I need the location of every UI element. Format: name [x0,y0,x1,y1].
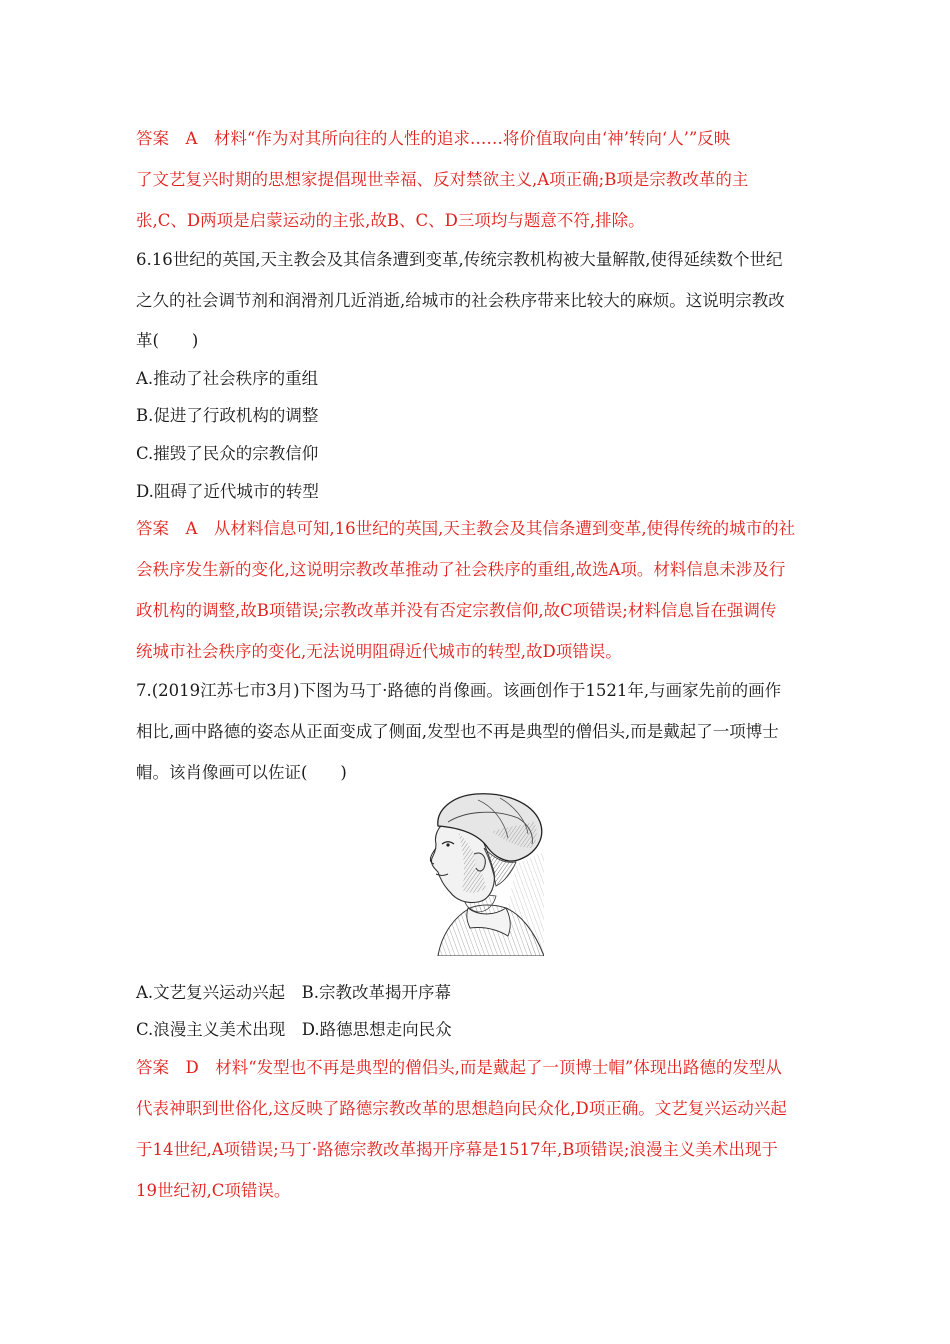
answer5-line-1: 答案 A 材料“作为对其所向往的人性的追求……将价值取向由‘神’转向‘人’”反映 [136,129,731,148]
answer5-line-3: 张,C、D两项是启蒙运动的主张,故B、C、D三项均与题意不符,排除。 [136,211,645,230]
q6-answer-line-2: 会秩序发生新的变化,这说明宗教改革推动了社会秩序的重组,故选A项。材料信息未涉及行 [136,560,786,579]
q7-answer-line-3: 于14世纪,A项错误;马丁·路德宗教改革揭开序幕是1517年,B项错误;浪漫主义美术出现于 [136,1140,778,1159]
q6-answer-line-1: 答案 A 从材料信息可知,16世纪的英国,天主教会及其信条遭到变革,使得传统的城市的社 [136,519,796,538]
q6-stem-line-3: 革( ) [136,331,199,350]
q7-stem-line-1: 7.(2019江苏七市3月)下图为马丁·路德的肖像画。该画创作于1521年,与画家先前的画作 [136,681,782,700]
q7-stem-line-2: 相比,画中路德的姿态从正面变成了侧面,发型也不再是典型的僧侣头,而是戴起了一项博士 [136,722,779,741]
q7-answer-line-1: 答案 D 材料“发型也不再是典型的僧侣头,而是戴起了一顶博士帽”体现出路德的发型从 [136,1058,782,1077]
q6-answer-line-3: 政机构的调整,故B项错误;宗教改革并没有否定宗教信仰,故C项错误;材料信息旨在强调传 [136,601,777,620]
q6-option-c: C.摧毁了民众的宗教信仰 [136,444,319,463]
q6-option-d: D.阻碍了近代城市的转型 [136,482,319,501]
q6-option-b: B.促进了行政机构的调整 [136,406,319,425]
q7-options-line-2: C.浪漫主义美术出现 D.路德思想走向民众 [136,1020,452,1039]
q7-answer-line-2: 代表神职到世俗化,这反映了路德宗教改革的思想趋向民众化,D项正确。文艺复兴运动兴起 [136,1099,787,1118]
q6-answer-line-4: 统城市社会秩序的变化,无法说明阻碍近代城市的转型,故D项错误。 [136,642,622,661]
answer5-line-2: 了文艺复兴时期的思想家提倡现世幸福、反对禁欲主义,A项正确;B项是宗教改革的主 [136,170,749,189]
q6-stem-line-1: 6.16世纪的英国,天主教会及其信条遭到变革,传统宗教机构被大量解散,使得延续数个世纪 [136,250,783,269]
q7-options-line-1: A.文艺复兴运动兴起 B.宗教改革揭开序幕 [136,983,452,1002]
q7-answer-line-4: 19世纪初,C项错误。 [136,1181,291,1200]
q6-stem-line-2: 之久的社会调节剂和润滑剂几近消逝,给城市的社会秩序带来比较大的麻烦。这说明宗教改 [136,291,785,310]
q7-stem-line-3: 帽。该肖像画可以佐证( ) [136,763,347,782]
q6-option-a: A.推动了社会秩序的重组 [136,369,319,388]
luther-portrait-image [408,792,544,956]
